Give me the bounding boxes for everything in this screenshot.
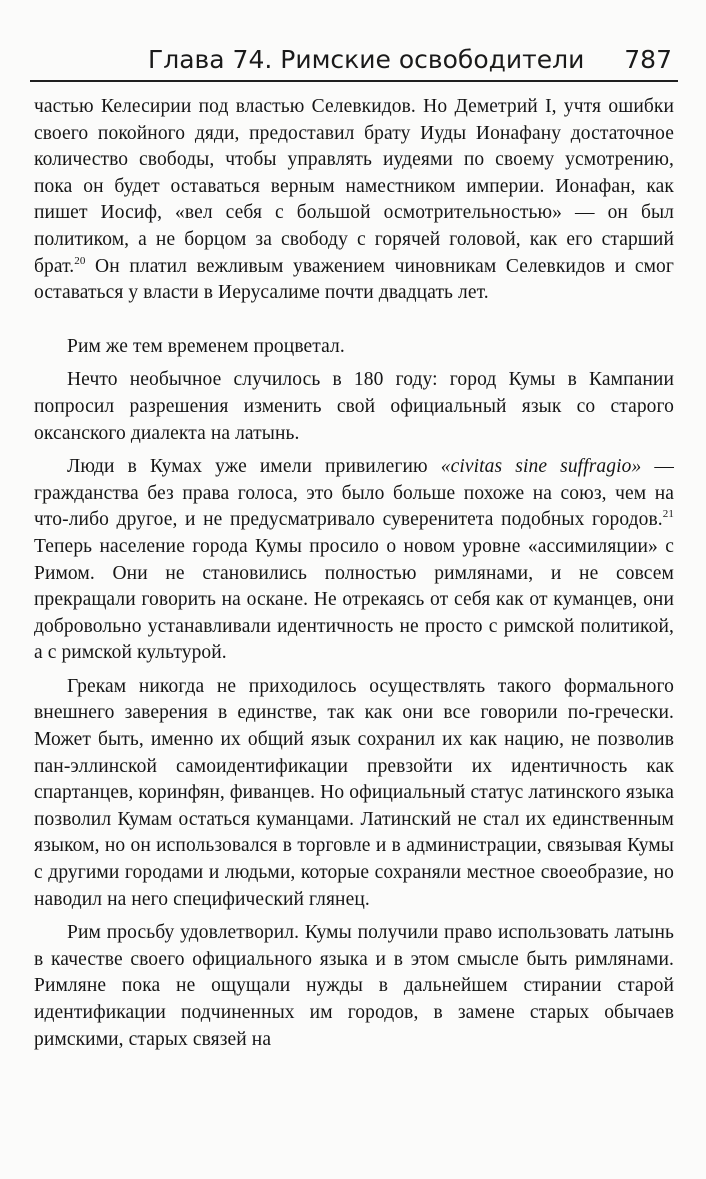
running-header xyxy=(30,36,678,78)
footnote-ref-20: 20 xyxy=(74,254,86,267)
footnote-ref-21: 21 xyxy=(662,508,674,521)
page-number: 787 xyxy=(624,45,672,74)
paragraph-6: Рим просьбу удовлетворил. Кумы получили право использовать латынь в качестве своего официального языка и в этом смысле быть римлянами. Римляне пока не ощущали нужды в дальнейшем стирании старой идентификации подчиненных им городов, в замене старых обычаев римскими, старых связей на xyxy=(34,922,674,1050)
chapter-title: Глава 74. Римские освободители xyxy=(148,45,585,74)
paragraph-5: Грекам никогда не приходилось осуществлять такого формального внешнего заверения в единстве, так как они все говорили по-гречески. Может быть, именно их общий язык сохранил их как нацию, не позволив пан-эллинской самоидентификации превзойти их идентичность как спартанцев, коринфян, фиванцев. Но официальный статус латинского языка позволил Кумам остаться куманцами. Латинский не стал их единственным языком, но он использовался в торговле и в администрации, связывая Кумы с другими городами и людьми, которые сохраняли местное своеобразие, но наводил на него специфический глянец. xyxy=(34,675,674,910)
paragraph-2: Рим же тем временем процветал. xyxy=(67,335,345,357)
paragraph-3: Нечто необычное случилось в 180 году: город Кумы в Кампании попросил разрешения изменить свой официальный язык со старого оксанского диалекта на латынь. xyxy=(34,369,674,444)
paragraph-4: Люди в Кумах уже имели привилегию «civitas sine suffragio» — гражданства без права голоса, это было больше похоже на союз, чем на что-либо другое, и не предусматривало суверенитета подобных городов.$^{21}$ Теперь население города Кумы просило о новом уровне «ассимиляции» с Римом. Они не становились полностью римлянами, и не совсем прекращали говорить на оскане. Не отрекаясь от себя как от куманцев, они добровольно устанавливали идентичность не просто с римской политикой, а с римской культурой. xyxy=(34,456,674,664)
header-rule xyxy=(30,80,678,82)
latin-phrase: «civitas sine suffragio» xyxy=(440,456,642,478)
page-body xyxy=(34,94,674,1060)
paragraph-1: частью Келесирии под властью Селевкидов. Но Деметрий I, учтя ошибки своего покойного дяди, предоставил брату Иуды Ионафану достаточное количество свободы, чтобы управлять иудеями по своему усмотрению, пока он будет оставаться верным наместником империи. Ионафан, как пишет Иосиф, «вел себя с большой осмотрительностью» — он был политиком, а не борцом за свободу с горячей головой, как его старший брат.$^{20}$ Он платил вежливым уважением чиновникам Селевкидов и смог оставаться у власти в Иерусалиме почти двадцать лет. xyxy=(34,96,674,304)
